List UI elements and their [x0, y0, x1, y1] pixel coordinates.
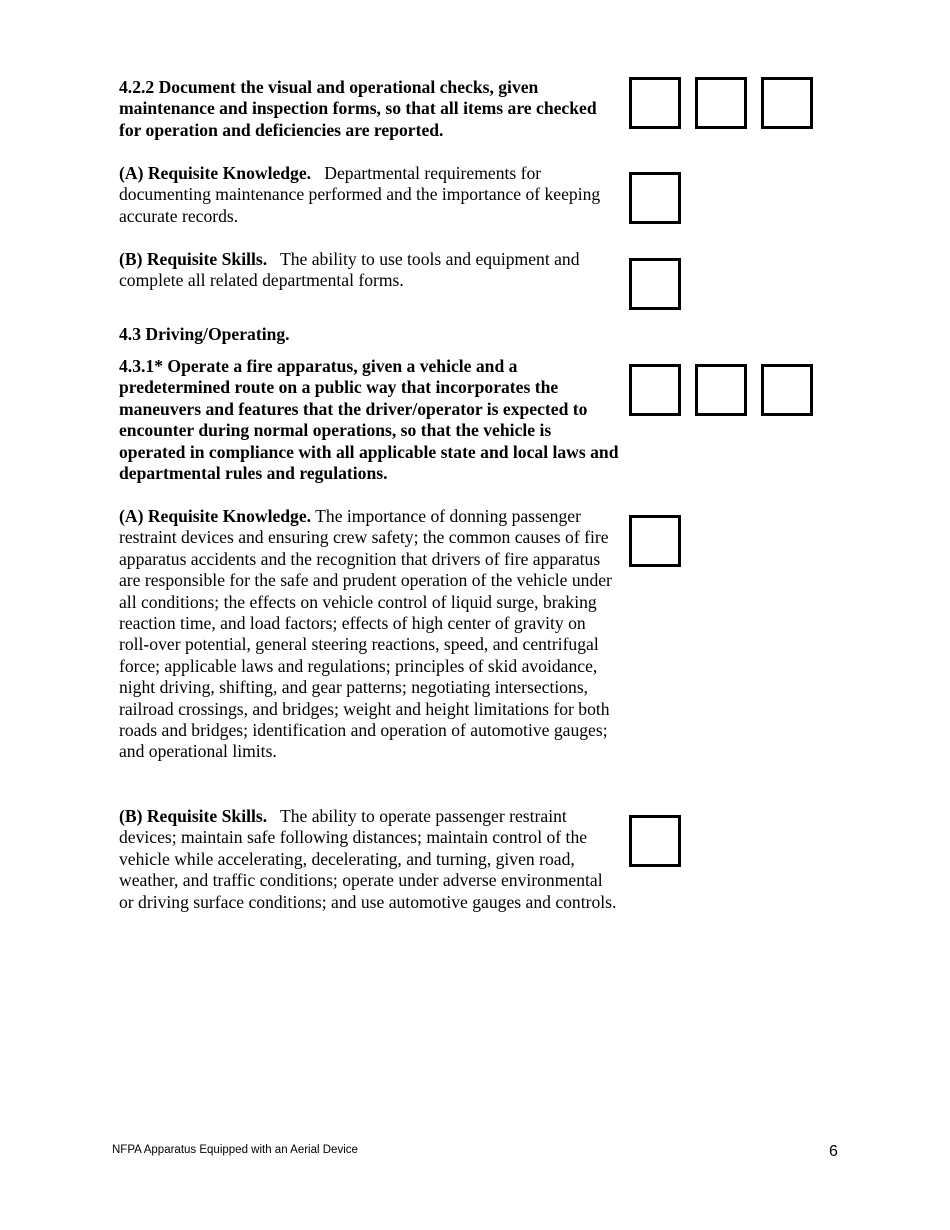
checkbox-4-3-1-knowledge[interactable] [629, 515, 681, 567]
heading-4-2-2: 4.2.2 Document the visual and operational checks, given maintenance and inspection forms, so that all items are checked for operation and deficiencies are reported. [119, 77, 597, 140]
page-number: 6 [829, 1143, 838, 1160]
checkbox-group-4-2-2 [629, 77, 813, 129]
checkbox-4-2-2-1[interactable] [629, 77, 681, 129]
checkbox-4-3-1-3[interactable] [761, 364, 813, 416]
heading-4-3-1: 4.3.1* Operate a fire apparatus, given a vehicle and a predetermined route on a public way that incorporates the maneuvers and features that the driver/operator is expected to encounter during normal operations, so that the vehicle is operated in compliance with all applicable state and local laws and departmental rules and regulations. [119, 356, 619, 484]
heading-4-3: 4.3 Driving/Operating. [119, 324, 290, 344]
text-requisite-skills: The ability to use tools and equipment and complete all related departmental forms. [119, 249, 580, 291]
checkbox-4-3-1-1[interactable] [629, 364, 681, 416]
checkbox-4-2-2-3[interactable] [761, 77, 813, 129]
checkbox-4-3-1-2[interactable] [695, 364, 747, 416]
paragraph-4-3-1-knowledge [119, 506, 619, 763]
checkbox-4-2-2-skills[interactable] [629, 258, 681, 310]
checkbox-group-4-3-1-knowledge [629, 515, 681, 567]
paragraph-4-2-2-skills [119, 249, 619, 292]
text-requisite-skills: The ability to operate passenger restraint devices; maintain safe following distances; maintain control of the vehicle while accelerating, decelerating, and turning, given road, weather, and traffic conditions; operate under adverse environmental or driving surface conditions; and use automotive gauges and controls. [119, 806, 617, 912]
checkbox-4-2-2-2[interactable] [695, 77, 747, 129]
checkbox-group-4-3-1-skills [629, 815, 681, 867]
paragraph-4-2-2-knowledge [119, 163, 619, 227]
footer-title: NFPA Apparatus Equipped with an Aerial Device [112, 1144, 358, 1156]
checkbox-4-3-1-skills[interactable] [629, 815, 681, 867]
checkbox-group-4-3-1 [629, 364, 813, 416]
label-requisite-skills: (B) Requisite Skills. [119, 249, 268, 269]
label-requisite-skills: (B) Requisite Skills. [119, 806, 268, 826]
paragraph-4-3-1-skills [119, 806, 619, 913]
label-requisite-knowledge: (A) Requisite Knowledge. [119, 163, 312, 183]
checkbox-group-4-2-2-skills [629, 258, 681, 310]
text-requisite-knowledge: The importance of donning passenger restraint devices and ensuring crew safety; the common causes of fire apparatus accidents and the recognition that drivers of fire apparatus are responsible for the safe and prudent operation of the vehicle under all conditions; the effects on vehicle control of liquid surge, braking reaction time, and load factors; effects of high center of gravity on roll-over potential, general steering reactions, speed, and centrifugal force; applicable laws and regulations; principles of skid avoidance, night driving, shifting, and gear patterns; negotiating intersections, railroad crossings, and bridges; weight and height limitations for both roads and bridges; identification and operation of automotive gauges; and operational limits. [119, 506, 612, 762]
text-requisite-knowledge: Departmental requirements for documenting maintenance performed and the importance of keeping accurate records. [119, 163, 601, 226]
label-requisite-knowledge: (A) Requisite Knowledge. [119, 506, 312, 526]
checkbox-4-2-2-knowledge[interactable] [629, 172, 681, 224]
checkbox-group-4-2-2-knowledge [629, 172, 681, 224]
